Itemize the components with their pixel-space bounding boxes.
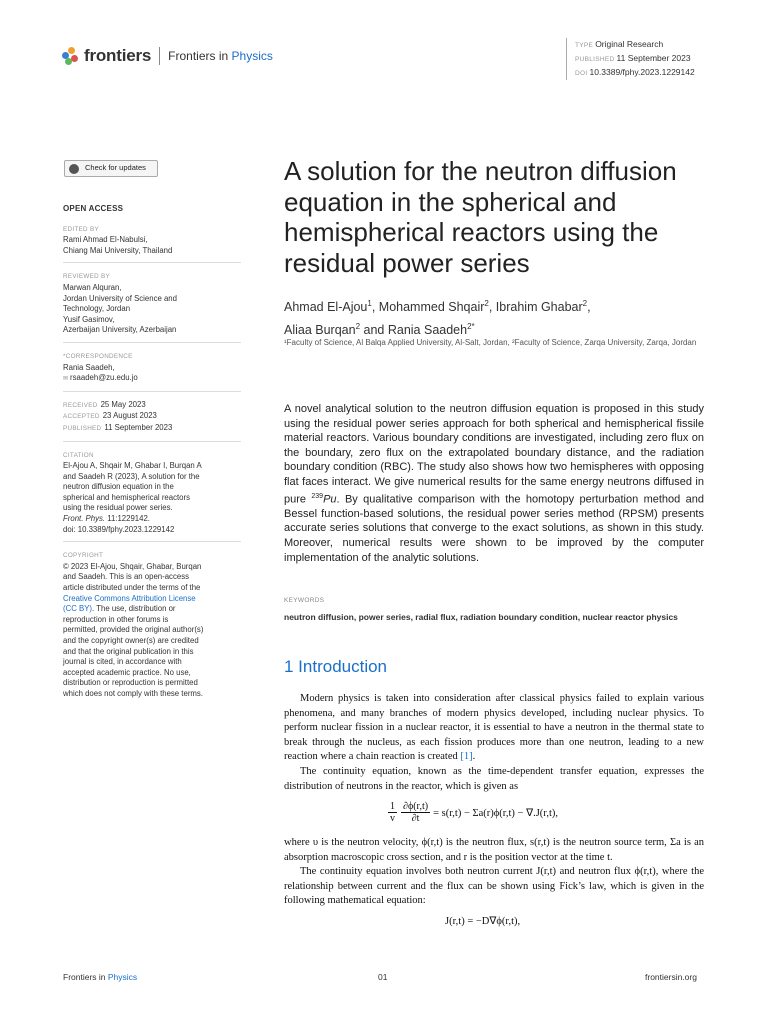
reference-link[interactable]: [1] — [460, 751, 473, 763]
logo-divider — [159, 47, 160, 65]
author: Aliaa Burqan — [284, 323, 356, 338]
citation-label: CITATION — [63, 451, 94, 459]
equation-continuity: $\frac{1}{v}$ $\frac{\partial\phi(r,t)}{\partial t}$ = s(r,t) − Σa(r)ϕ(r,t) − ∇.J(r,t), — [390, 801, 559, 824]
frontiers-logo-icon — [62, 47, 80, 65]
correspondence-email[interactable]: ✉ rsaadeh@zu.edu.jo — [63, 373, 138, 383]
intro-paragraph-1: Modern physics is taken into consideration after classical physics failed to explain various phenomena, and many branches of modern physics developed, including nuclear physics. To perform nuclear fission in a nuclear reactor, it is essential to have a neutron in the thermal state to break through the nucleus, as each fission produces more than one neutron, leading to a new reaction where a chain reaction is created [1]. The continuity equation, known as the time-dependent transfer equation, expresses the distribution of neutrons in the reactor, which is given as — [284, 692, 704, 794]
article-type: TYPE Original Research — [575, 39, 664, 49]
sidebar — [63, 160, 241, 700]
affiliations: ¹Faculty of Science, Al Balqa Applied University, Al-Salt, Jordan, ²Faculty of Science, Zarqa University, Zarqa, Jordan — [284, 338, 697, 347]
article-doi: DOI 10.3389/fphy.2023.1229142 — [575, 67, 695, 77]
equation-fick: J(r,t) = −D∇ϕ(r,t), — [445, 916, 521, 927]
email-icon: ✉ — [63, 376, 69, 383]
footer-site-link[interactable]: frontiersin.org — [645, 972, 697, 982]
footer-journal[interactable]: Frontiers in Physics — [63, 972, 138, 982]
intro-paragraph-3: where υ is the neutron velocity, ϕ(r,t) is the neutron flux, s(r,t) is the neutron source term, Σa is an absorption macroscopic cross section, and r is the position vector at the time t. The continuity equation involves both neutron current J(r,t) and neutron flux ϕ(r,t), where the relationship between current and the flux can be shown using Fick’s law, which is given in the following mathematical equation: — [284, 836, 704, 909]
article-title: A solution for the neutron diffusion equation in the spherical and hemispherical reactors using the residual power series — [284, 156, 677, 278]
edited-by: Rami Ahmad El-Nabulsi, Chiang Mai University, Thailand — [63, 235, 173, 255]
correspondence-label: *CORRESPONDENCE — [63, 352, 133, 360]
edited-by-label: EDITED BY — [63, 225, 99, 233]
reviewed-by-label: REVIEWED BY — [63, 273, 111, 281]
author: Rania Saadeh — [387, 323, 468, 338]
citation: El-Ajou A, Shqair M, Ghabar I, Burqan A and Saadeh R (2023), A solution for the neutron diffusion equation in the spherical and hemispherical reactors using the residual power series. Front. Phys. 11:1229142. doi: 10.3389/fphy.2023.1229142 — [63, 461, 202, 534]
journal-name[interactable]: Frontiers in Physics — [168, 49, 273, 63]
article-dates: RECEIVED 25 May 2023 ACCEPTED 23 August 2023 PUBLISHED 11 September 2023 — [63, 399, 173, 432]
update-check-icon — [69, 164, 79, 174]
page-number: 01 — [378, 972, 388, 982]
open-access-label: OPEN ACCESS — [63, 204, 124, 213]
copyright-label: COPYRIGHT — [63, 552, 104, 560]
copyright: © 2023 El-Ajou, Shqair, Ghabar, Burqan and Saadeh. This is an open-access article distributed under the terms of the Creative Commons Attribution License (CC BY). The use, distribution or reproduction in other forums is permitted, provided the original author(s) and the copyright owner(s) are credited and that the original publication in this journal is cited, in accordance with accepted academic practice. No use, distribution or reproduction is permitted which does not comply with these terms. — [63, 562, 241, 700]
check-for-updates-button[interactable]: Check for updates — [64, 160, 158, 177]
article-meta — [566, 38, 695, 80]
abstract: A novel analytical solution to the neutron diffusion equation is proposed in this study using the residual power series approach for both spherical and hemispherical fissile material reactors. Various boundary conditions are investigated, including zero flux on the boundary, zero flux on the extrapolated boundary distance, and the radiation boundary condition (RBC). The study also shows how two hemispheres with opposing flat faces interact. We give numerical results for the same energy neutrons diffused in pure $^{239}$Pu. By qualitative comparison with the homotopy perturbation method and Bessel function-based solutions, the residual power series method (RPSM) presents accurate series solutions that converge to the exact solutions, as shown in this study. Moreover, numerical results were shown to be improved by the computer implementation of the analytic solutions. — [284, 403, 705, 564]
article-published: PUBLISHED 11 September 2023 — [575, 53, 691, 63]
keywords-label: KEYWORDS — [284, 597, 325, 604]
intro-paragraph-2: The continuity equation, known as the time-dependent transfer equation, expresses the distribution of neutrons in the reactor, which is given as — [284, 765, 704, 792]
frontiers-logo[interactable] — [62, 46, 273, 66]
keywords: neutron diffusion, power series, radial flux, radiation boundary condition, nuclear reactor physics — [284, 612, 678, 622]
author-list: Ahmad El-Ajou$^1$, Mohammed Shqair$^2$, Ibrahim Ghabar$^2$, Aliaa Burqan$^2$ and Rania Saadeh$^{2*}$ — [284, 299, 591, 338]
correspondence-name: Rania Saadeh, — [63, 362, 115, 372]
section-heading: 1 Introduction — [284, 657, 388, 676]
author: Ahmad El-Ajou — [284, 300, 368, 315]
author: Ibrahim Ghabar — [495, 300, 583, 315]
cc-license-link[interactable]: Creative Commons Attribution License — [63, 593, 196, 603]
reviewed-by: Marwan Alquran, Jordan University of Science and Technology, Jordan Yusif Gasimov, Azerbaijan University, Azerbaijan — [63, 282, 177, 335]
author: Mohammed Shqair — [378, 300, 485, 315]
cc-by-link[interactable]: (CC BY) — [63, 604, 93, 614]
brand-name: frontiers — [84, 46, 152, 65]
intro-paragraph-4: The continuity equation involves both neutron current J(r,t) and neutron flux ϕ(r,t), where the relationship between current and the flux can be shown using Fick’s law, which is given in the following mathematical equation: — [284, 866, 704, 907]
